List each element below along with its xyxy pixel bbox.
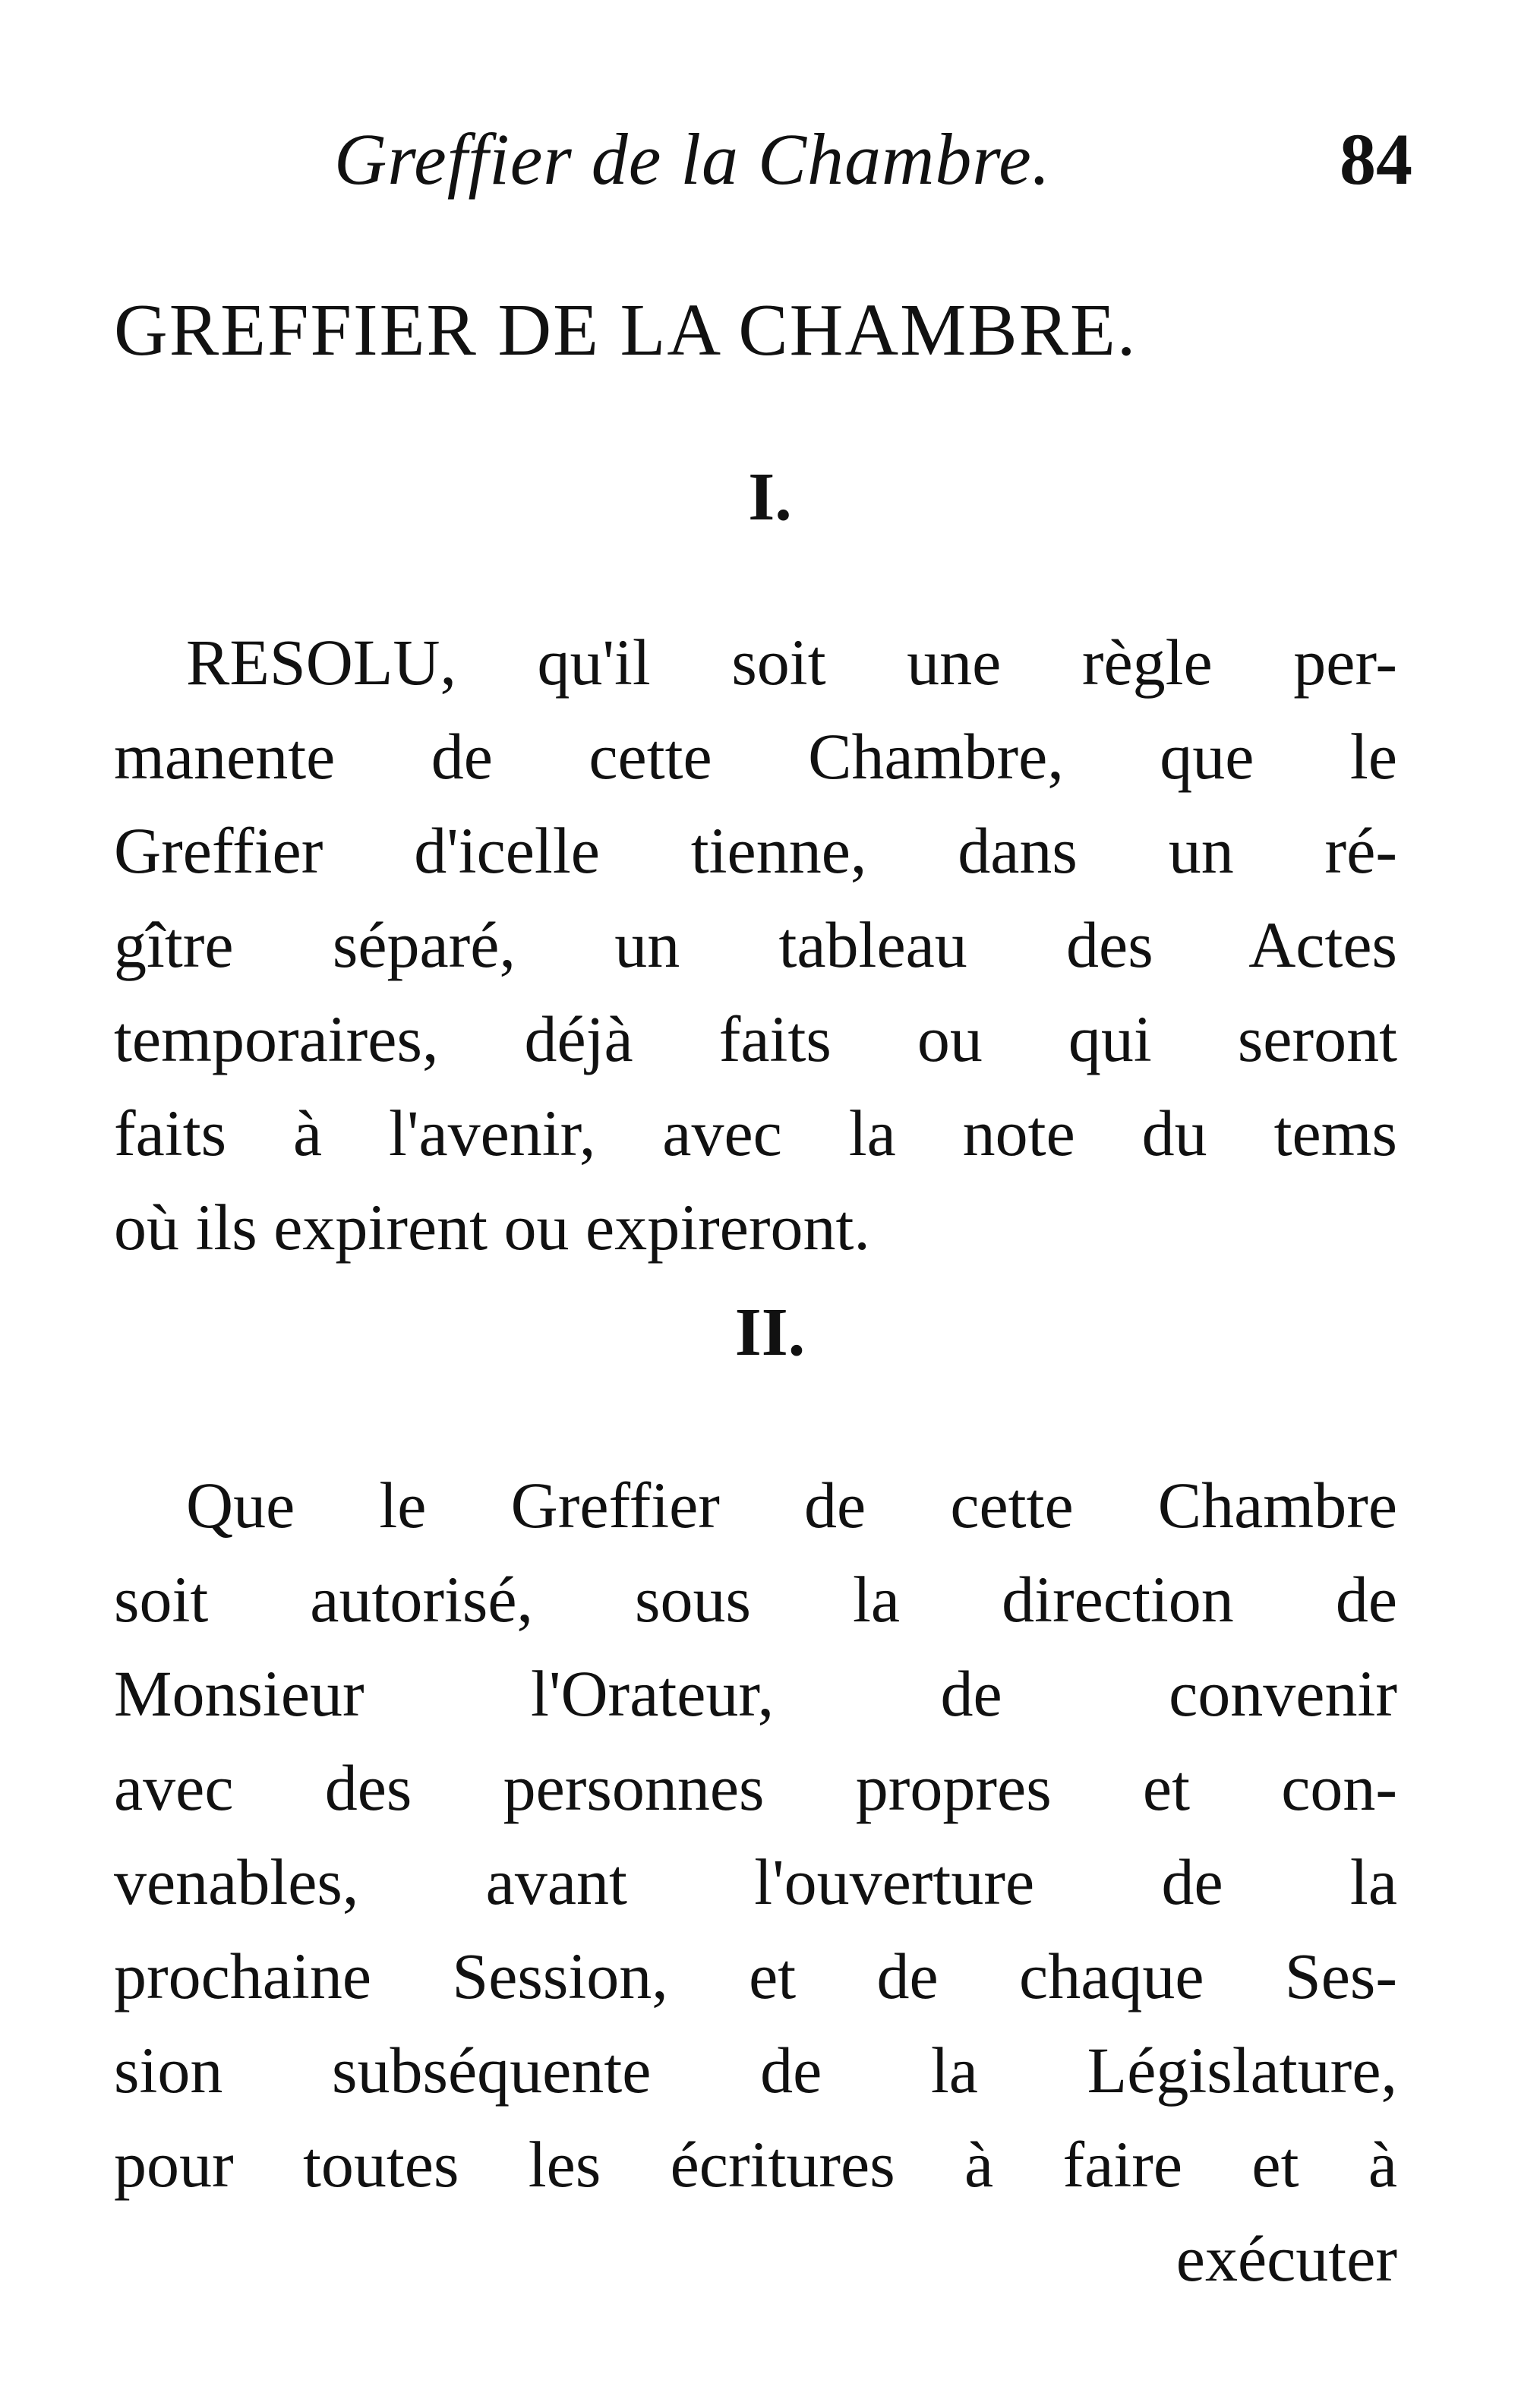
running-head [334,114,1412,205]
text-line: manente de cette Chambre, que le [114,720,1397,793]
text-line: avec des personnes propres et con- [114,1751,1397,1824]
section-number-1: I. [748,459,792,535]
text-line: pour toutes les écritures à faire et à [114,2128,1397,2201]
text-line: soit autorisé, sous la direction de [114,1563,1397,1636]
text-line: sion subséquente de la Législature, [114,2034,1397,2107]
text-line: temporaires, déjà faits ou qui seront [114,1002,1397,1075]
section-1-text [114,615,1397,1274]
text-line: venables, avant l'ouverture de la [114,1845,1397,1918]
text-line: Monsieur l'Orateur, de convenir [114,1657,1397,1730]
page-heading: GREFFIER DE LA CHAMBRE. [114,289,1138,371]
running-title: Greffier de la Chambre. [334,118,1051,200]
page-number: 84 [1340,118,1412,200]
catchword: exécuter [1176,2222,1397,2295]
text-line: Que le Greffier de cette Chambre [186,1469,1397,1542]
text-line: RESOLU, qu'il soit une règle per- [186,626,1397,699]
text-line: faits à l'avenir, avec la note du tems [114,1097,1397,1170]
text-line: où ils expirent ou expireront. [114,1191,870,1264]
section-number-2: II. [734,1295,806,1370]
section-2-text [114,1458,1397,2306]
text-line: gître séparé, un tableau des Actes [114,908,1397,981]
text-line: Greffier d'icelle tienne, dans un ré- [114,814,1397,887]
text-line: prochaine Session, et de chaque Ses- [114,1940,1397,2012]
